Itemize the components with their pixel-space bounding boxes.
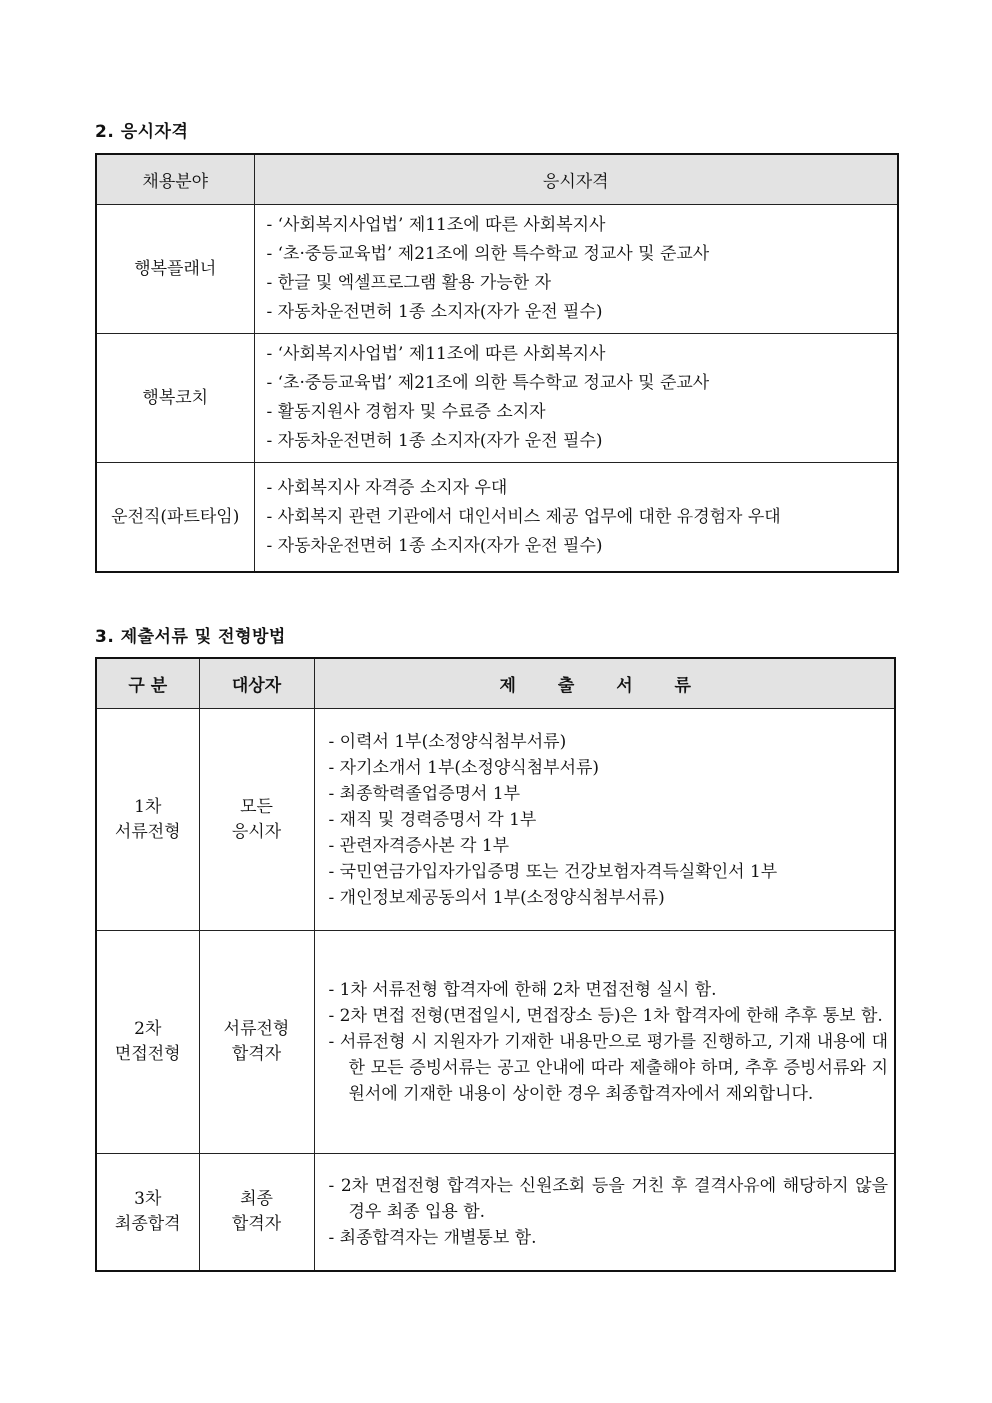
documents-table: [95, 657, 896, 1272]
documents-header-row: [96, 658, 895, 709]
target-line: 합격자: [231, 1214, 282, 1234]
table-row: [96, 1154, 895, 1272]
list-item: - 2차 면접 전형(면접일시, 면접장소 등)은 1차 합격자에 한해 추후 통보 함.: [329, 1003, 889, 1029]
header-eligibility: 응시자격: [254, 154, 898, 205]
target-line: 서류전형: [223, 1019, 290, 1039]
list-item: - ‘초·중등교육법’ 제21조에 의한 특수학교 정교사 및 준교사: [267, 369, 898, 398]
target-cell: [199, 709, 314, 931]
table-row: [96, 931, 895, 1154]
list-item: - 자기소개서 1부(소정양식첨부서류): [329, 755, 889, 781]
list-item: - 최종학력졸업증명서 1부: [329, 781, 889, 807]
table-row: [96, 205, 898, 334]
field-name: 행복코치: [96, 334, 254, 463]
stage-name: 면접전형: [114, 1044, 181, 1064]
stage-number: 2차: [134, 1019, 162, 1039]
header-documents: 제 출 서 류: [314, 658, 895, 709]
table-row: [96, 334, 898, 463]
target-line: 모든: [240, 796, 273, 817]
eligibility-list: [254, 205, 898, 334]
field-name: 행복플래너: [96, 205, 254, 334]
stage-number: 3차: [134, 1189, 162, 1209]
target-line: 최종: [240, 1189, 273, 1209]
list-item: - ‘사회복지사업법’ 제11조에 따른 사회복지사: [267, 211, 898, 240]
target-cell: [199, 931, 314, 1154]
target-line: 응시자: [231, 821, 282, 842]
list-item: - 2차 면접전형 합격자는 신원조회 등을 거친 후 결격사유에 해당하지 않을 경우 최종 입용 함.: [329, 1173, 889, 1225]
list-item: - ‘사회복지사업법’ 제11조에 따른 사회복지사: [267, 340, 898, 369]
eligibility-table: [95, 153, 899, 573]
header-field: 채용분야: [96, 154, 254, 205]
table-row: [96, 463, 898, 573]
list-item: - ‘초·중등교육법’ 제21조에 의한 특수학교 정교사 및 준교사: [267, 240, 898, 269]
stage-cell: [96, 709, 199, 931]
stage-number: 1차: [134, 796, 162, 817]
list-item: - 자동차운전면허 1종 소지자(자가 운전 필수): [267, 532, 898, 561]
list-item: - 국민연금가입자가입증명 또는 건강보험자격득실확인서 1부: [329, 859, 889, 885]
field-name: 운전직(파트타임): [96, 463, 254, 573]
list-item: - 서류전형 시 지원자가 기재한 내용만으로 평가를 진행하고, 기재 내용에 대한 모든 증빙서류는 공고 안내에 따라 제출해야 하며, 추후 증빙서류와 지원서에 기재한 내용이 상이한 경우 최종합격자에서 제외합니다.: [329, 1029, 889, 1107]
table-row: [96, 709, 895, 931]
stage-name: 최종합격: [114, 1214, 181, 1234]
target-cell: [199, 1154, 314, 1272]
section-2-title: 2. 응시자격: [95, 122, 189, 142]
list-item: - 자동차운전면허 1종 소지자(자가 운전 필수): [267, 427, 898, 456]
section-3-title: 3. 제출서류 및 전형방법: [95, 627, 286, 647]
list-item: - 자동차운전면허 1종 소지자(자가 운전 필수): [267, 298, 898, 327]
list-item: - 이력서 1부(소정양식첨부서류): [329, 729, 889, 755]
eligibility-list: [254, 463, 898, 573]
list-item: - 관련자격증사본 각 1부: [329, 833, 889, 859]
eligibility-header-row: [96, 154, 898, 205]
list-item: - 사회복지 관련 기관에서 대인서비스 제공 업무에 대한 유경험자 우대: [267, 503, 898, 532]
stage-cell: [96, 931, 199, 1154]
list-item: - 개인정보제공동의서 1부(소정양식첨부서류): [329, 885, 889, 911]
target-line: 합격자: [231, 1044, 282, 1064]
list-item: - 재직 및 경력증명서 각 1부: [329, 807, 889, 833]
header-stage: 구 분: [96, 658, 199, 709]
documents-list: [314, 1154, 895, 1272]
list-item: - 1차 서류전형 합격자에 한해 2차 면접전형 실시 함.: [329, 977, 889, 1003]
list-item: - 최종합격자는 개별통보 함.: [329, 1225, 889, 1251]
stage-name: 서류전형: [114, 821, 181, 842]
list-item: - 사회복지사 자격증 소지자 우대: [267, 474, 898, 503]
header-target: 대상자: [199, 658, 314, 709]
documents-list: [314, 931, 895, 1154]
eligibility-list: [254, 334, 898, 463]
list-item: - 활동지원사 경험자 및 수료증 소지자: [267, 398, 898, 427]
documents-list: [314, 709, 895, 931]
stage-cell: [96, 1154, 199, 1272]
list-item: - 한글 및 엑셀프로그램 활용 가능한 자: [267, 269, 898, 298]
